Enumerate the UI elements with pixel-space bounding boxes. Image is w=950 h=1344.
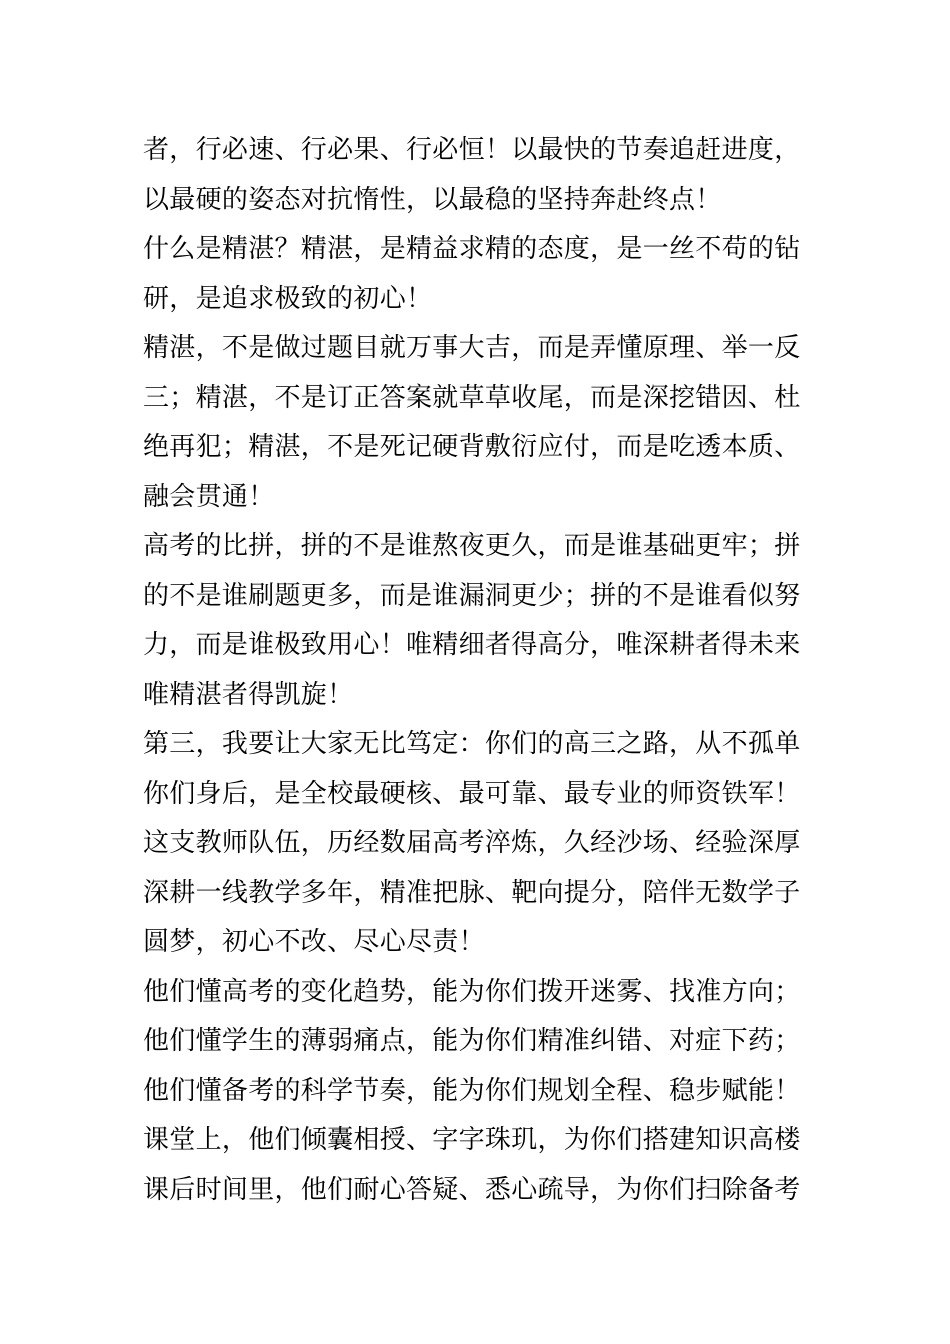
text-line: 你们身后，是全校最硬核、最可靠、最专业的师资铁军！: [143, 778, 801, 809]
text-line: 者，行必速、行必果、行必恒！以最快的节奏追赶进度，: [143, 135, 801, 165]
text-line: 以最硬的姿态对抗惰性，以最稳的坚持奔赴终点！: [143, 184, 722, 215]
body-text: [143, 126, 823, 1215]
text-line: 三；精湛，不是订正答案就草草收尾，而是深挖错因、杜: [143, 382, 801, 413]
text-line: 圆梦，初心不改、尽心尽责！: [143, 927, 485, 957]
text-line: 他们懂高考的变化趋势，能为你们拨开迷雾、找准方向；: [143, 976, 801, 1007]
text-line: 绝再犯；精湛，不是死记硬背敷衍应付，而是吃透本质、: [143, 432, 801, 462]
text-line: 深耕一线教学多年，精准把脉、靶向提分，陪伴无数学子: [143, 877, 801, 908]
text-line: 课堂上，他们倾囊相授、字字珠玑，为你们搭建知识高楼: [143, 1125, 801, 1155]
text-line: 什么是精湛？精湛，是精益求精的态度，是一丝不苟的钻: [143, 234, 801, 264]
text-line: 融会贯通！: [143, 481, 275, 512]
text-line: 他们懂学生的薄弱痛点，能为你们精准纠错、对症下药；: [143, 1026, 801, 1056]
text-line: 这支教师队伍，历经数届高考淬炼，久经沙场、经验深厚: [143, 828, 801, 858]
text-line: 他们懂备考的科学节奏，能为你们规划全程、稳步赋能！: [143, 1075, 801, 1106]
text-line: 课后时间里，他们耐心答疑、悉心疏导，为你们扫除备考: [143, 1174, 801, 1205]
text-line: 精湛，不是做过题目就万事大吉，而是弄懂原理、举一反: [143, 333, 801, 363]
text-line: 研，是追求极致的初心！: [143, 283, 433, 314]
text-line: 力，而是谁极致用心！唯精细者得高分，唯深耕者得未来: [143, 630, 801, 660]
text-line: 第三，我要让大家无比笃定：你们的高三之路，从不孤单: [143, 729, 801, 759]
text-line: 的不是谁刷题更多，而是谁漏洞更少；拼的不是谁看似努: [143, 580, 801, 611]
text-line: 唯精湛者得凯旋！: [143, 679, 354, 710]
text-line: 高考的比拼，拼的不是谁熬夜更久，而是谁基础更牢；拼: [143, 531, 801, 561]
